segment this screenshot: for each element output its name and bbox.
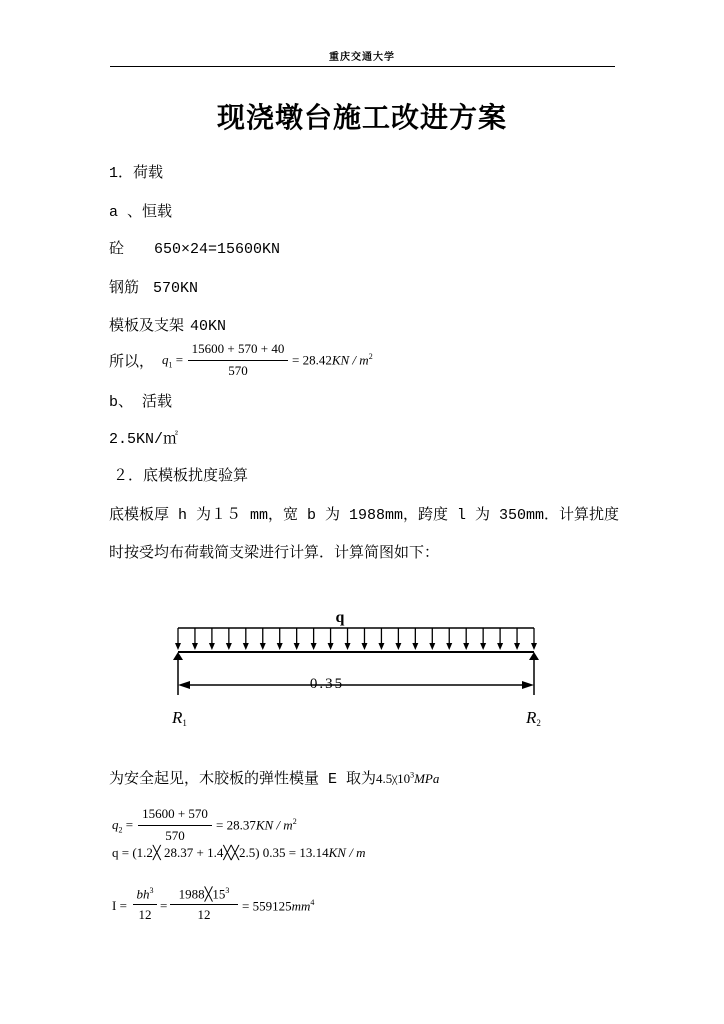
- concrete-line: [109, 237, 280, 258]
- live-load-label: b、 活载: [109, 394, 173, 411]
- load-arrow-head: [243, 643, 249, 650]
- load-arrow-head: [294, 643, 300, 650]
- rebar-label: 钢筋: [109, 280, 140, 297]
- inertia-lhs: I =: [112, 898, 127, 913]
- support-r2-label: R2: [526, 708, 541, 728]
- inertia-den1: 12: [138, 907, 152, 922]
- document-title: 现浇墩台施工改进方案: [216, 101, 507, 134]
- formwork-label: 模板及支架: [109, 318, 185, 335]
- q1-fraction-bar: [188, 360, 288, 361]
- load-arrow-head: [209, 643, 215, 650]
- dimension-arrow-right: [522, 681, 534, 689]
- load-arrow-head: [480, 643, 486, 650]
- inertia-result: = $559125mm^4$: [242, 898, 315, 914]
- elasticity-text: 为安全起见，木胶板的弹性模量 E 取为: [109, 771, 377, 788]
- inertia-equals: =: [160, 898, 168, 913]
- load-arrow-head: [463, 643, 469, 650]
- load-arrow-head: [277, 643, 283, 650]
- left-support: [173, 652, 183, 660]
- inertia-den2: 12: [197, 907, 211, 922]
- rebar-line: [109, 276, 198, 297]
- load-arrow-head: [328, 643, 334, 650]
- q2-lhs: $q_2$ =: [112, 817, 134, 835]
- dimension-arrow-left: [178, 681, 190, 689]
- load-arrow-head: [361, 643, 367, 650]
- inertia-bar2: [170, 904, 238, 905]
- q1-denominator: 570: [228, 363, 248, 378]
- live-load-value: 2.5KN/㎡: [109, 431, 179, 448]
- q2-fraction-bar: [138, 825, 212, 826]
- beam-diagram: [160, 600, 560, 735]
- inertia-num2: $1988╳15^3$: [178, 886, 230, 902]
- load-arrow-head: [311, 643, 317, 650]
- load-arrow-head: [497, 643, 503, 650]
- elasticity-line: [109, 767, 439, 788]
- load-q-label: q: [335, 609, 345, 626]
- rebar-value: 570KN: [153, 280, 199, 297]
- load-arrow-head: [226, 643, 232, 650]
- formwork-line: [109, 314, 226, 335]
- q-total-line: q = (1.2╳ 28.37 + 1.4╳╳2.5) 0.35 = 13.14KN / m: [112, 845, 366, 860]
- load-arrow-head: [260, 643, 266, 650]
- right-support: [529, 652, 539, 660]
- q2-result: = $28.37KN / m^2$: [216, 817, 297, 833]
- support-r1-label: R1: [172, 708, 187, 728]
- concrete-value: 650×24=15600KN: [154, 241, 281, 258]
- header-rule: [110, 66, 615, 67]
- dead-load-label: a 、恒载: [109, 204, 173, 221]
- load-arrow-head: [345, 643, 351, 650]
- load-arrow-head: [446, 643, 452, 650]
- inertia-num1: $bh^3$: [136, 886, 154, 902]
- q1-lhs: $q_1$ =: [162, 352, 184, 370]
- load-arrow-head: [531, 643, 537, 650]
- span-label: 0.35: [309, 676, 345, 692]
- university-header: 重庆交通大学: [329, 52, 395, 63]
- load-arrow-head: [412, 643, 418, 650]
- load-arrow-head: [378, 643, 384, 650]
- section-2-paragraph-line-1: 底模板厚 h 为１５ mm，宽 b 为 1988mm，跨度 l 为 350mm．计算扰度: [109, 507, 620, 524]
- load-arrow-head: [514, 643, 520, 650]
- load-arrow-head: [192, 643, 198, 650]
- inertia-bar1: [133, 904, 157, 905]
- q2-numerator: 15600 + 570: [142, 806, 208, 821]
- q1-result: = $28.42KN / m^2$: [292, 352, 373, 368]
- section-1-heading: 1．荷载: [109, 165, 164, 182]
- q1-numerator: 15600 + 570 + 40: [191, 341, 285, 356]
- load-arrow-head: [175, 643, 181, 650]
- elasticity-value: $4.5╳10^3MPa$: [376, 770, 440, 786]
- load-arrows: [175, 628, 537, 650]
- concrete-label: 砼: [109, 241, 125, 258]
- section-2-paragraph-line-2: 时按受均布荷载简支梁进行计算．计算简图如下：: [109, 545, 440, 562]
- q2-denominator: 570: [165, 828, 185, 843]
- section-2-heading: ２．底模板扰度验算: [113, 468, 249, 485]
- formwork-value: 40KN: [190, 318, 227, 335]
- load-arrow-head: [429, 643, 435, 650]
- load-arrow-head: [395, 643, 401, 650]
- therefore-label: 所以，: [109, 354, 155, 371]
